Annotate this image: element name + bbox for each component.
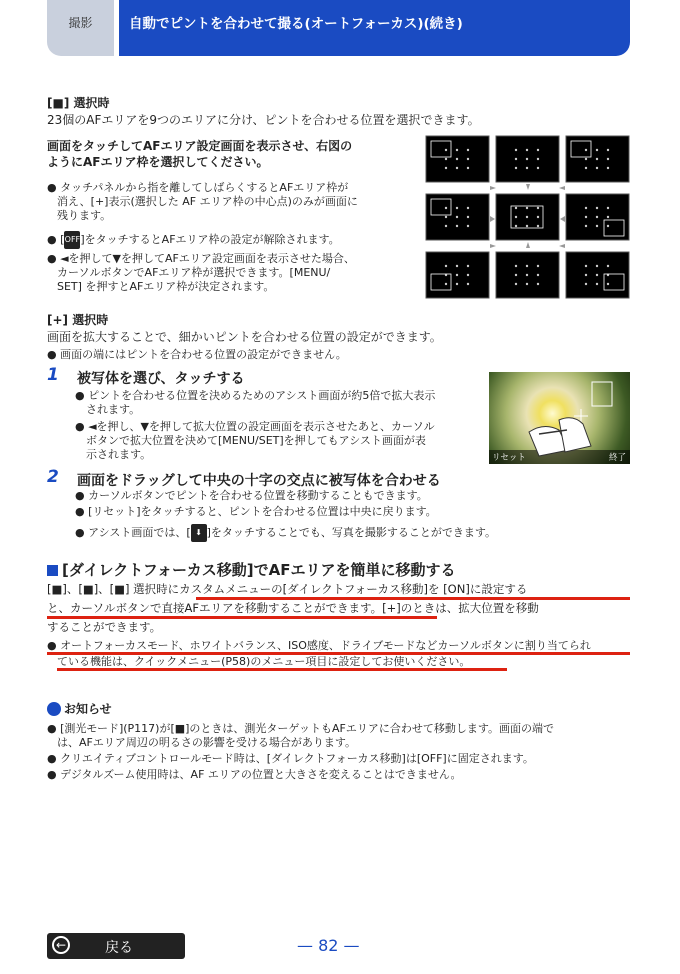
section1-instruction-line2: ようにAFエリア枠を選択してください。 <box>47 155 269 169</box>
page-number: — 82 — <box>297 936 360 955</box>
section1-bullet1-line3: 残ります。 <box>57 209 112 222</box>
step1-bullet2-line2: ボタンで拡大位置を決めて[MENU/SET]を押してもアシスト画面が表 <box>86 434 426 447</box>
header-title-bar <box>119 0 630 56</box>
underline-4 <box>57 668 507 671</box>
section3-para-line1: [■]、[■]、[■] 選択時にカスタムメニューの[ダイレクトフォーカス移動]を [ON]に設定する <box>47 582 528 596</box>
section3-heading: [ダイレクトフォーカス移動]でAFエリアを簡単に移動する <box>62 561 456 579</box>
step2-bullet1: ● カーソルボタンでピントを合わせる位置を移動することもできます。 <box>75 489 428 502</box>
section2-note: ● 画面の端にはピントを合わせる位置の設定ができません。 <box>47 348 347 361</box>
section1-bullet1-line2: 消え、[+]表示(選択した AF エリア枠の中心点)のみが画面に <box>57 195 358 208</box>
page-title: 自動でピントを合わせて撮る(オートフォーカス)(続き) <box>129 16 463 32</box>
section3-note-line1: ● オートフォーカスモード、ホワイトバランス、ISO感度、ドライブモードなどカーソルボタンに割り当てられ <box>47 639 591 652</box>
section1-desc: 23個のAFエリアを9つのエリアに分け、ピントを合わせる位置を選択できます。 <box>47 113 480 127</box>
af-area-grid-drawing <box>424 134 632 302</box>
section3-para-line2: と、カーソルボタンで直接AFエリアを移動することができます。[+]のときは、拡大位置を移動 <box>47 601 539 615</box>
notice-title: お知らせ <box>64 702 112 716</box>
notice-heading-row <box>47 698 112 717</box>
section3-note-line2: ている機能は、クイックメニュー(P58)のメニュー項目に設定してお使いください。 <box>57 655 471 668</box>
step1-bullet2-line3: 示されます。 <box>86 448 152 461</box>
step1-bullet2-line1: ● ◄を押し、▼を押して拡大位置の設定画面を表示させたあと、カーソル <box>75 420 435 433</box>
af-area-grid-figure <box>424 134 632 302</box>
section1-bullet2 <box>47 231 340 249</box>
section1-bullet3-line2: カーソルボタンでAFエリア枠が選択できます。[MENU/ <box>57 266 331 279</box>
af-off-icon: OFF <box>64 231 80 249</box>
section1-bullet1-line1: ● タッチパネルから指を離してしばらくするとAFエリア枠が <box>47 181 349 194</box>
step1-title: 被写体を選び、タッチする <box>77 371 245 387</box>
section1-bullet3-line1: ● ◄を押して▼を押してAFエリア設定画面を表示させた場合、 <box>47 252 355 265</box>
back-arrow-icon: ← <box>52 936 70 954</box>
underline-2 <box>47 616 437 619</box>
step2-bullet3-prefix: ● アシスト画面では、[ <box>75 526 191 539</box>
back-button[interactable] <box>47 933 185 959</box>
section3-para-line3: することができます。 <box>47 620 162 634</box>
back-button-label: 戻る <box>105 940 133 956</box>
shutter-download-icon: ⬇ <box>191 524 207 542</box>
photo-reset-label: リセット <box>492 453 526 463</box>
assist-screen-photo <box>489 372 630 464</box>
photo-end-label: 終了 <box>608 453 626 463</box>
header-tab-label: 撮影 <box>68 16 93 30</box>
section2-desc: 画面を拡大することで、細かいピントを合わせる位置の設定ができます。 <box>47 330 442 344</box>
step2-bullet2: ● [リセット]をタッチすると、ピントを合わせる位置は中央に戻ります。 <box>75 505 437 518</box>
step2-number: 2 <box>47 467 59 487</box>
section1-bullet3-line3: SET] を押すとAFエリア枠が決定されます。 <box>57 280 275 293</box>
step2-title: 画面をドラッグして中央の十字の交点に被写体を合わせる <box>77 473 441 489</box>
step2-bullet3-text: ]をタッチすることでも、写真を撮影することができます。 <box>206 526 497 539</box>
notice-item3: ● デジタルズーム使用時は、AF エリアの位置と大きさを変えることはできません。 <box>47 768 462 781</box>
notice-item1-line2: は、AFエリア周辺の明るさの影響を受ける場合があります。 <box>57 736 356 749</box>
section2-heading: [+] 選択時 <box>47 313 109 327</box>
header-tab[interactable] <box>47 0 114 56</box>
notice-item2: ● クリエイティブコントロールモード時は、[ダイレクトフォーカス移動]は[OFF]に固定されます。 <box>47 752 534 765</box>
step1-number: 1 <box>47 365 59 385</box>
section3-heading-row <box>47 559 455 580</box>
step2-bullet3 <box>75 524 496 542</box>
section1-heading: [■] 選択時 <box>47 96 110 110</box>
underline-3 <box>47 652 630 655</box>
pencil-note-icon <box>47 702 61 716</box>
step1-bullet1-line1: ● ピントを合わせる位置を決めるためのアシスト画面が約5倍で拡大表示 <box>75 389 436 402</box>
section1-instruction-line1: 画面をタッチしてAFエリア設定画面を表示させ、右図の <box>47 139 353 153</box>
underline-1 <box>196 597 630 600</box>
step1-bullet1-line2: されます。 <box>86 403 141 416</box>
bullet2-text: ]をタッチするとAFエリア枠の設定が解除されます。 <box>80 233 340 246</box>
bullet2-prefix: ● [ <box>47 233 65 246</box>
notice-item1-line1: ● [測光モード](P117)が[■]のときは、測光ターゲットもAFエリアに合わせて移動します。画面の端で <box>47 722 554 735</box>
section-square-icon <box>47 565 58 576</box>
